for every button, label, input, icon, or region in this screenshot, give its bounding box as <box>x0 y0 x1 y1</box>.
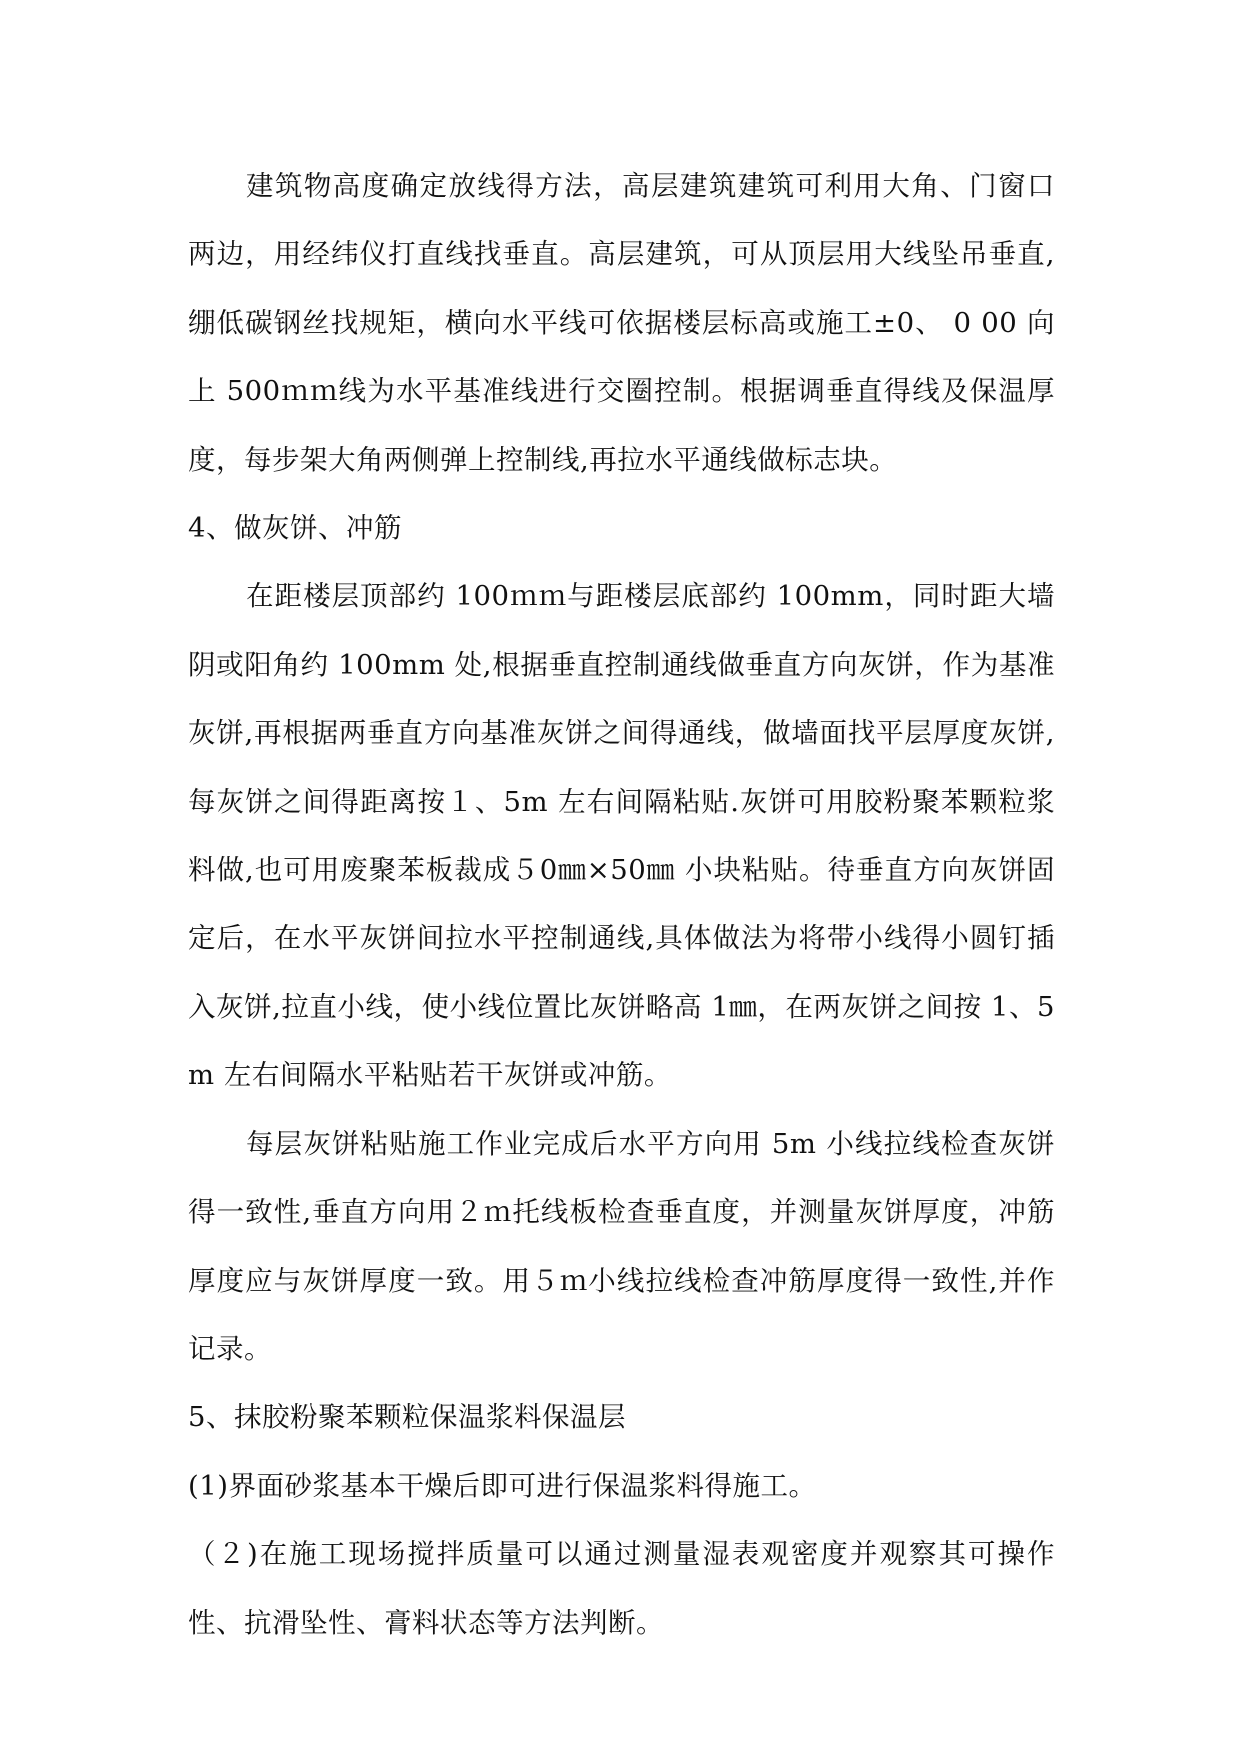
list-item-1: (1)界面砂浆基本干燥后即可进行保温浆料得施工。 <box>188 1469 817 1502</box>
paragraph-height-layout: 建筑物高度确定放线得方法，高层建筑建筑可利用大角、门窗口两边，用经纬仪打直线找垂直。高层建筑，可从顶层用大线坠吊垂直,绷低碳钢丝找规矩，横向水平线可依据楼层标高或施工±0、 0 00 向上 500ｍｍ线为水平基准线进行交圈控制。根据调垂直得线及保温厚度，每步架大角两侧弹上控制线,再拉水平通线做标志块。 <box>188 170 1055 476</box>
paragraph-ash-cakes: 在距楼层顶部约 100ｍｍ与距楼层底部约 100mm，同时距大墙阴或阳角约 100mm 处,根据垂直控制通线做垂直方向灰饼，作为基准灰饼,再根据两垂直方向基准灰饼之间得通线，做墙面找平层厚度灰饼,每灰饼之间得距离按１、5m 左右间隔粘贴.灰饼可用胶粉聚苯颗粒浆料做,也可用废聚苯板裁成５0㎜×50㎜ 小块粘贴。待垂直方向灰饼固定后，在水平灰饼间拉水平控制通线,具体做法为将带小线得小圆钉插入灰饼,拉直小线，使小线位置比灰饼略高 1㎜，在两灰饼之间按 1、5m 左右间隔水平粘贴若干灰饼或冲筋。 <box>188 580 1055 1092</box>
list-item-2: （２)在施工现场搅拌质量可以通过测量湿表观密度并观察其可操作性、抗滑坠性、膏料状态等方法判断。 <box>188 1538 1055 1639</box>
section-heading-5: 5、抹胶粉聚苯颗粒保温浆料保温层 <box>188 1401 626 1434</box>
paragraph-inspection: 每层灰饼粘贴施工作业完成后水平方向用 5m 小线拉线检查灰饼得一致性,垂直方向用２ｍ托线板检查垂直度，并测量灰饼厚度，冲筋厚度应与灰饼厚度一致。用５ｍ小线拉线检查冲筋厚度得一致性,并作记录。 <box>188 1127 1055 1365</box>
section-heading-4: 4、做灰饼、冲筋 <box>188 512 402 545</box>
